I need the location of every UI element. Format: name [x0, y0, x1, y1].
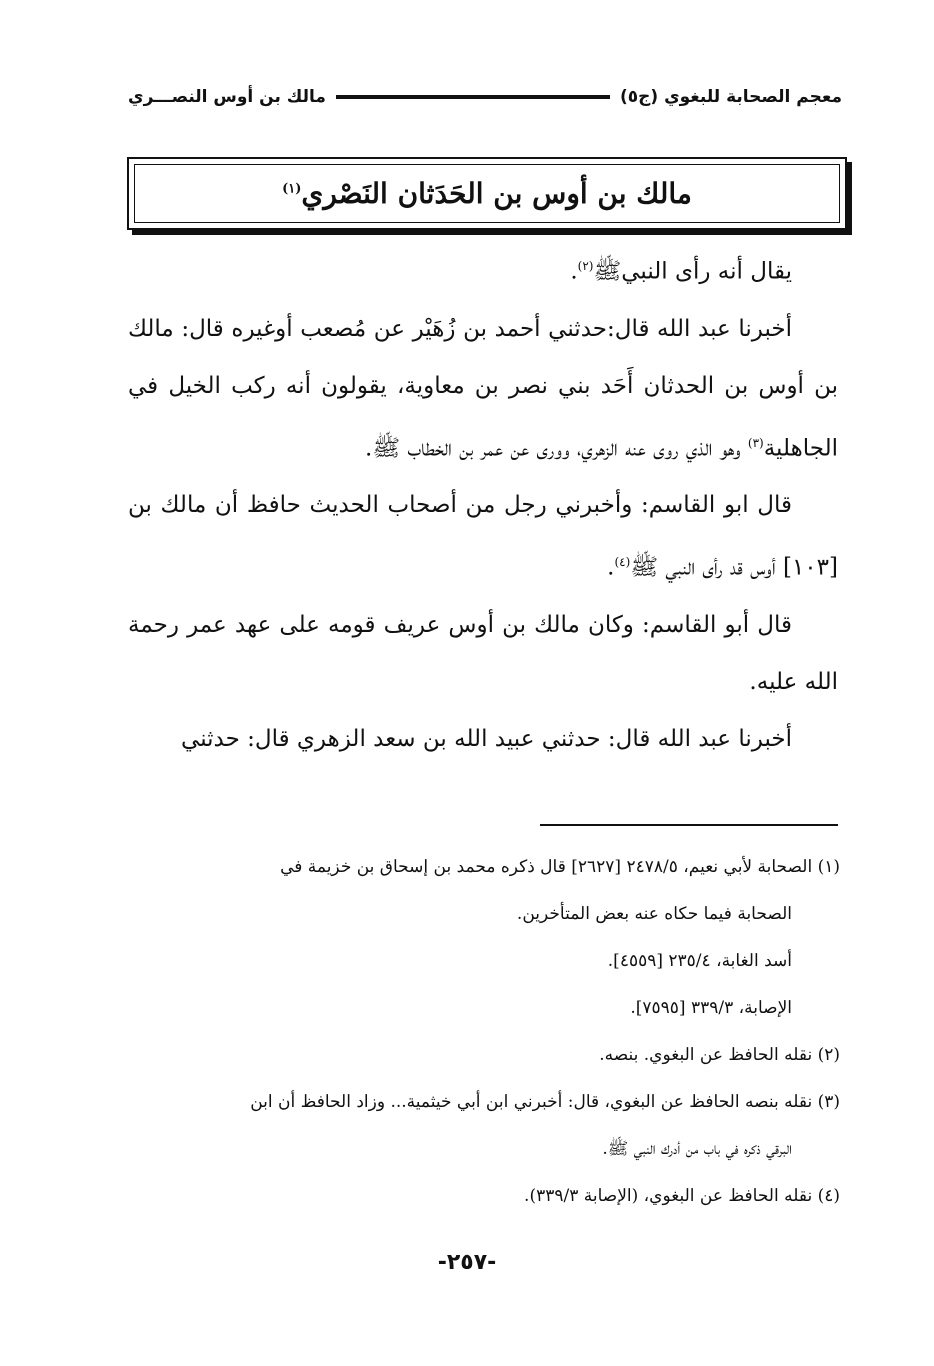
entry-title [282, 177, 692, 210]
paragraph-3-end: . [607, 554, 615, 581]
footnote-1-line-2: الصحابة فيما حكاه عنه بعض المتأخرين. [516, 904, 792, 924]
entry-title-text: مالك بن أوس بن الحَدَثان النَصْري [301, 177, 692, 210]
paragraph-3-text: قال ابو القاسم: وأخبرني رجل من أصحاب الحديث حافظ أن مالك بن [١٠٣] أوس قد رأى النبي ﷺ [128, 492, 838, 581]
page-number: -٢٥٧- [437, 1250, 497, 1275]
paragraph-1-end: . [570, 258, 578, 285]
main-text [128, 238, 838, 768]
footnote-marker-1: (١) [282, 181, 302, 197]
header-book-title: معجم الصحابة للبغوي (ج٥) [619, 87, 842, 107]
footnote-marker-2: (٢) [577, 259, 594, 273]
header-entry-name: مالك بن أوس النصـــري [128, 87, 326, 107]
running-header [128, 82, 842, 112]
footnote-1-line-4: الإصابة، ٣٣٩/٣ [٧٥٩٥]. [630, 998, 792, 1018]
paragraph-4: قال أبو القاسم: وكان مالك بن أوس عريف قومه على عهد عمر رحمة الله عليه. [128, 611, 838, 695]
entry-title-box [127, 157, 847, 230]
footnotes [128, 844, 840, 1220]
header-rule [336, 95, 610, 99]
paragraph-3 [128, 477, 838, 597]
paragraph-2 [128, 301, 838, 478]
paragraph-1 [128, 238, 838, 301]
footnote-4: (٤) نقله الحافظ عن البغوي، (الإصابة ٣٣٩/٣). [524, 1186, 840, 1206]
paragraph-5: أخبرنا عبد الله قال: حدثني عبيد الله بن سعد الزهري قال: حدثني [181, 725, 792, 752]
footnote-separator [540, 824, 838, 826]
paragraph-2-part1: أخبرنا عبد الله قال:حدثني أحمد بن زُهَيْر عن مُصعب أوغيره قال: مالك بن أوس بن الحدثان أَحَد بني نصر بن معاوية، يقولون أنه ركب الخيل في الجاهلية [128, 315, 838, 462]
footnote-marker-3: (٣) [747, 435, 764, 450]
paragraph-1-text: يقال أنه رأى النبيﷺ [593, 258, 792, 285]
footnote-3-line-1: (٣) نقله بنصه الحافظ عن البغوي، قال: أخبرني ابن أبي خيثمية... وزاد الحافظ أن ابن [250, 1092, 840, 1112]
paragraph-2-part2: وهو الذي روى عنه الزهري، وورى عن عمر بن الخطاب ﷺ. [365, 435, 748, 462]
footnote-1-line-1: (١) الصحابة لأبي نعيم، ٢٤٧٨/٥ [٢٦٢٧] قال ذكره محمد بن إسحاق بن خزيمة في [280, 857, 840, 877]
footnote-3-line-2: البرقي ذكره في باب من أدرك النبي ﷺ. [602, 1139, 792, 1159]
footnote-1-line-3: أسد الغابة، ٢٣٥/٤ [٤٥٥٩]. [607, 951, 792, 971]
footnote-2: (٢) نقله الحافظ عن البغوي. بنصه. [599, 1045, 840, 1065]
footnote-marker-4: (٤) [614, 555, 631, 570]
entry-title-inner-frame [134, 164, 840, 223]
